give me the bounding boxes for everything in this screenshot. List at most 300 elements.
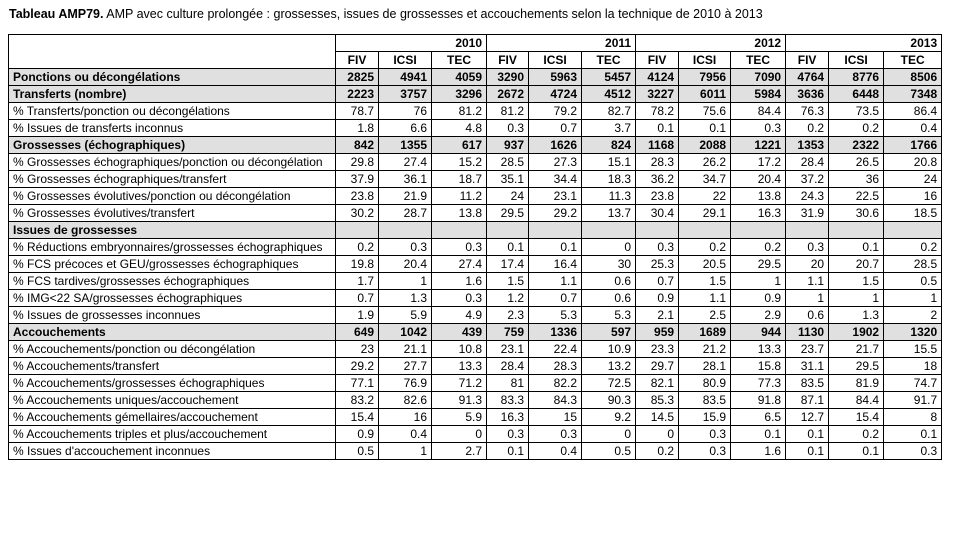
table-cell: 0.2 [679,239,731,256]
table-cell: 29.1 [679,205,731,222]
table-cell: 21.9 [379,188,432,205]
table-title-prefix: Tableau AMP79. [9,7,104,21]
table-cell: 1766 [884,137,942,154]
table-cell: 1221 [731,137,786,154]
table-cell: 3757 [379,86,432,103]
row-label: % Issues de transferts inconnus [9,120,336,137]
table-cell: 10.9 [582,341,636,358]
table-cell: 2.1 [636,307,679,324]
table-cell: 28.5 [884,256,942,273]
table-cell: 0.9 [636,290,679,307]
table-cell: 4764 [786,69,829,86]
table-cell: 29.5 [829,358,884,375]
table-cell: 1.1 [786,273,829,290]
table-cell: 37.2 [786,171,829,188]
row-label: % Accouchements/transfert [9,358,336,375]
table-cell: 0.7 [529,290,582,307]
table-cell: 1.3 [379,290,432,307]
table-cell: 0.1 [884,426,942,443]
table-cell: 9.2 [582,409,636,426]
table-cell: 81.2 [432,103,487,120]
table-row [9,290,942,307]
table-cell: 4.8 [432,120,487,137]
table-cell: 86.4 [884,103,942,120]
table-cell: 842 [336,137,379,154]
row-label: % Réductions embryonnaires/grossesses échographiques [9,239,336,256]
table-cell: 15.4 [336,409,379,426]
table-cell: 2.3 [487,307,529,324]
table-cell: 0.2 [884,239,942,256]
table-cell: 28.7 [379,205,432,222]
table-cell: 15.1 [582,154,636,171]
table-cell: 0.7 [336,290,379,307]
table-cell: 4059 [432,69,487,86]
row-label: % Grossesses échographiques/transfert [9,171,336,188]
table-cell: 824 [582,137,636,154]
table-cell: 29.7 [636,358,679,375]
table-cell [829,222,884,239]
table-cell [786,222,829,239]
table-cell: 0.2 [829,120,884,137]
technique-header: TEC [582,52,636,69]
table-cell: 5.3 [529,307,582,324]
table-cell: 13.3 [731,341,786,358]
table-cell: 2672 [487,86,529,103]
table-cell: 37.9 [336,171,379,188]
table-cell: 1042 [379,324,432,341]
table-cell: 16 [379,409,432,426]
table-cell: 16 [884,188,942,205]
table-title [9,5,763,23]
table-cell: 81 [487,375,529,392]
table-cell: 0.5 [884,273,942,290]
table-cell: 4.9 [432,307,487,324]
technique-header: TEC [432,52,487,69]
table-cell: 78.7 [336,103,379,120]
table-cell: 0.6 [786,307,829,324]
table-cell: 28.4 [487,358,529,375]
table-cell: 0.3 [636,239,679,256]
row-label: % Grossesses échographiques/ponction ou décongélation [9,154,336,171]
table-cell: 1336 [529,324,582,341]
table-cell: 12.7 [786,409,829,426]
table-cell: 1.2 [487,290,529,307]
table-cell: 0.3 [432,290,487,307]
table-cell: 18 [884,358,942,375]
table-cell: 91.8 [731,392,786,409]
table-cell: 4124 [636,69,679,86]
table-cell: 22 [679,188,731,205]
table-cell: 26.5 [829,154,884,171]
table-row [9,256,942,273]
table-cell: 71.2 [432,375,487,392]
table-cell: 85.3 [636,392,679,409]
table-cell: 2088 [679,137,731,154]
table-cell: 18.3 [582,171,636,188]
table-cell: 36.1 [379,171,432,188]
row-label: % Grossesses évolutives/ponction ou décongélation [9,188,336,205]
table-cell: 1.6 [432,273,487,290]
technique-header: ICSI [529,52,582,69]
table-cell: 23.8 [336,188,379,205]
table-cell: 0.3 [529,426,582,443]
table-cell: 5.3 [582,307,636,324]
table-cell: 23.7 [786,341,829,358]
table-cell [432,222,487,239]
table-cell: 1353 [786,137,829,154]
table-cell: 18.5 [884,205,942,222]
table-cell: 0.3 [884,443,942,460]
table-cell: 13.3 [432,358,487,375]
table-cell: 3.7 [582,120,636,137]
year-header-2010: 2010 [336,35,487,52]
table-cell: 0.2 [636,443,679,460]
table-cell: 0.3 [786,239,829,256]
table-cell: 1355 [379,137,432,154]
table-cell: 17.4 [487,256,529,273]
table-cell: 29.5 [487,205,529,222]
table-cell: 27.4 [379,154,432,171]
table-cell: 29.2 [529,205,582,222]
table-cell: 36.2 [636,171,679,188]
table-cell: 35.1 [487,171,529,188]
table-cell: 0 [432,426,487,443]
table-cell: 76.3 [786,103,829,120]
table-cell: 7348 [884,86,942,103]
table-cell: 0.3 [487,120,529,137]
table-cell: 13.2 [582,358,636,375]
year-header-2012: 2012 [636,35,786,52]
row-label: Grossesses (échographiques) [9,137,336,154]
technique-header: ICSI [679,52,731,69]
table-cell: 0 [582,239,636,256]
table-cell: 959 [636,324,679,341]
table-cell: 2223 [336,86,379,103]
table-cell: 15.2 [432,154,487,171]
table-cell: 1 [731,273,786,290]
table-cell: 10.8 [432,341,487,358]
table-cell: 937 [487,137,529,154]
table-cell: 27.4 [432,256,487,273]
row-label: % Accouchements triples et plus/accouchement [9,426,336,443]
table-cell: 18.7 [432,171,487,188]
table-cell [884,222,942,239]
table-cell: 5.9 [379,307,432,324]
table-cell: 77.3 [731,375,786,392]
table-cell: 29.5 [731,256,786,273]
table-cell: 5963 [529,69,582,86]
table-cell [379,222,432,239]
table-row [9,409,942,426]
table-cell: 13.8 [432,205,487,222]
table-row [9,273,942,290]
row-label: Transferts (nombre) [9,86,336,103]
table-cell: 6448 [829,86,884,103]
table-cell: 15.9 [679,409,731,426]
technique-header: FIV [336,52,379,69]
table-cell: 1130 [786,324,829,341]
table-cell: 22.4 [529,341,582,358]
table-cell: 8506 [884,69,942,86]
table-cell: 1168 [636,137,679,154]
year-header-2011: 2011 [487,35,636,52]
table-row [9,86,942,103]
table-cell: 20.7 [829,256,884,273]
row-label: % Accouchements uniques/accouchement [9,392,336,409]
table-cell: 0.1 [529,239,582,256]
table-cell: 0.1 [636,120,679,137]
table-cell: 30.6 [829,205,884,222]
table-cell: 80.9 [679,375,731,392]
table-cell: 19.8 [336,256,379,273]
table-cell: 0 [636,426,679,443]
table-cell: 17.2 [731,154,786,171]
table-cell: 1.5 [829,273,884,290]
table-cell: 8 [884,409,942,426]
table-cell: 0.3 [487,426,529,443]
table-cell: 0.4 [884,120,942,137]
table-cell: 83.5 [679,392,731,409]
table-cell: 0.7 [636,273,679,290]
table-cell: 81.9 [829,375,884,392]
table-cell: 72.5 [582,375,636,392]
year-header-row [9,35,942,52]
row-label: Ponctions ou décongélations [9,69,336,86]
table-cell: 20.4 [379,256,432,273]
row-label: % FCS tardives/grossesses échographiques [9,273,336,290]
table-cell [731,222,786,239]
table-cell: 83.2 [336,392,379,409]
table-cell: 20.4 [731,171,786,188]
table-cell: 83.5 [786,375,829,392]
table-cell: 0.9 [731,290,786,307]
row-label: % IMG<22 SA/grossesses échographiques [9,290,336,307]
table-cell: 24 [884,171,942,188]
table-cell: 28.1 [679,358,731,375]
table-cell: 1 [786,290,829,307]
row-label: % Accouchements/ponction ou décongélation [9,341,336,358]
table-cell: 14.5 [636,409,679,426]
table-cell: 36 [829,171,884,188]
table-cell: 82.1 [636,375,679,392]
table-cell: 0.2 [336,239,379,256]
table-cell: 1902 [829,324,884,341]
table-cell: 3290 [487,69,529,86]
table-cell: 34.7 [679,171,731,188]
table-cell: 2.9 [731,307,786,324]
table-cell: 6.5 [731,409,786,426]
table-cell: 73.5 [829,103,884,120]
technique-header: FIV [636,52,679,69]
table-cell: 20.8 [884,154,942,171]
table-cell: 597 [582,324,636,341]
table-cell: 0.7 [529,120,582,137]
table-cell: 0.2 [829,426,884,443]
table-cell: 1.6 [731,443,786,460]
table-cell: 4724 [529,86,582,103]
table-cell: 7090 [731,69,786,86]
row-label: Accouchements [9,324,336,341]
table-cell: 0.5 [582,443,636,460]
table-cell: 29.2 [336,358,379,375]
table-cell: 76.9 [379,375,432,392]
table-cell: 75.6 [679,103,731,120]
table-cell: 30.4 [636,205,679,222]
table-cell: 0.3 [432,239,487,256]
table-cell: 0.1 [829,443,884,460]
table-cell [582,222,636,239]
table-row [9,239,942,256]
table-cell: 649 [336,324,379,341]
table-row [9,205,942,222]
table-cell: 21.7 [829,341,884,358]
year-header-2013: 2013 [786,35,942,52]
table-cell: 82.2 [529,375,582,392]
table-cell: 28.3 [636,154,679,171]
table-cell [487,222,529,239]
table-cell: 27.3 [529,154,582,171]
table-cell: 1 [379,273,432,290]
table-cell: 6.6 [379,120,432,137]
table-row [9,69,942,86]
table-cell: 0.1 [786,426,829,443]
table-cell: 1626 [529,137,582,154]
table-cell: 24 [487,188,529,205]
table-cell: 0.6 [582,273,636,290]
technique-header: TEC [731,52,786,69]
table-cell: 21.1 [379,341,432,358]
row-label: % Accouchements gémellaires/accouchement [9,409,336,426]
row-label: % Transferts/ponction ou décongélations [9,103,336,120]
table-cell: 16.4 [529,256,582,273]
table-cell: 25.3 [636,256,679,273]
table-cell: 15.5 [884,341,942,358]
table-cell: 20.5 [679,256,731,273]
table-cell: 0.1 [679,120,731,137]
table-cell: 0.5 [336,443,379,460]
table-cell: 1.7 [336,273,379,290]
table-cell: 0.1 [731,426,786,443]
table-cell: 4512 [582,86,636,103]
table-cell: 0.3 [731,120,786,137]
header-corner [9,35,336,69]
table-cell: 23.1 [529,188,582,205]
table-cell [636,222,679,239]
table-cell: 0.1 [786,443,829,460]
table-cell: 439 [432,324,487,341]
table-cell: 15 [529,409,582,426]
table-row [9,171,942,188]
table-cell: 2825 [336,69,379,86]
table-row [9,375,942,392]
table-cell: 4941 [379,69,432,86]
table-row [9,426,942,443]
table-cell: 91.3 [432,392,487,409]
table-cell: 5457 [582,69,636,86]
table-cell: 2.7 [432,443,487,460]
table-cell: 87.1 [786,392,829,409]
table-cell: 11.3 [582,188,636,205]
table-cell: 5984 [731,86,786,103]
table-cell: 90.3 [582,392,636,409]
table-cell: 28.3 [529,358,582,375]
table-cell: 82.6 [379,392,432,409]
table-cell [529,222,582,239]
table-cell: 1.1 [529,273,582,290]
table-cell: 74.7 [884,375,942,392]
table-cell: 1689 [679,324,731,341]
table-cell: 0.2 [786,120,829,137]
table-row [9,137,942,154]
table-cell: 84.3 [529,392,582,409]
table-cell: 16.3 [487,409,529,426]
table-cell: 30 [582,256,636,273]
table-cell: 15.8 [731,358,786,375]
table-cell: 1.5 [487,273,529,290]
data-table [8,34,942,460]
table-cell: 28.5 [487,154,529,171]
table-cell: 26.2 [679,154,731,171]
row-label: Issues de grossesses [9,222,336,239]
table-row [9,443,942,460]
table-cell: 28.4 [786,154,829,171]
table-cell: 27.7 [379,358,432,375]
table-cell: 617 [432,137,487,154]
table-row [9,358,942,375]
row-label: % FCS précoces et GEU/grossesses échographiques [9,256,336,273]
table-cell: 79.2 [529,103,582,120]
table-cell: 30.2 [336,205,379,222]
table-row [9,222,942,239]
row-label: % Issues d'accouchement inconnues [9,443,336,460]
table-cell: 76 [379,103,432,120]
row-label: % Accouchements/grossesses échographiques [9,375,336,392]
table-cell: 0.2 [731,239,786,256]
table-cell: 1.8 [336,120,379,137]
table-row [9,324,942,341]
table-cell: 15.4 [829,409,884,426]
table-row [9,120,942,137]
table-row [9,154,942,171]
row-label: % Grossesses évolutives/transfert [9,205,336,222]
table-cell: 7956 [679,69,731,86]
table-cell: 2 [884,307,942,324]
table-cell: 21.2 [679,341,731,358]
row-label: % Issues de grossesses inconnues [9,307,336,324]
table-cell: 759 [487,324,529,341]
table-cell: 5.9 [432,409,487,426]
table-cell: 16.3 [731,205,786,222]
table-cell: 84.4 [829,392,884,409]
technique-header: ICSI [829,52,884,69]
table-cell: 13.8 [731,188,786,205]
table-cell: 29.8 [336,154,379,171]
table-cell: 23.8 [636,188,679,205]
table-cell: 31.1 [786,358,829,375]
table-cell: 0.6 [582,290,636,307]
table-cell: 3227 [636,86,679,103]
technique-header: TEC [884,52,942,69]
table-cell [679,222,731,239]
table-cell: 84.4 [731,103,786,120]
table-cell: 82.7 [582,103,636,120]
table-cell: 11.2 [432,188,487,205]
table-cell: 1.9 [336,307,379,324]
table-cell: 78.2 [636,103,679,120]
table-cell: 944 [731,324,786,341]
table-cell: 0.1 [829,239,884,256]
table-cell: 83.3 [487,392,529,409]
